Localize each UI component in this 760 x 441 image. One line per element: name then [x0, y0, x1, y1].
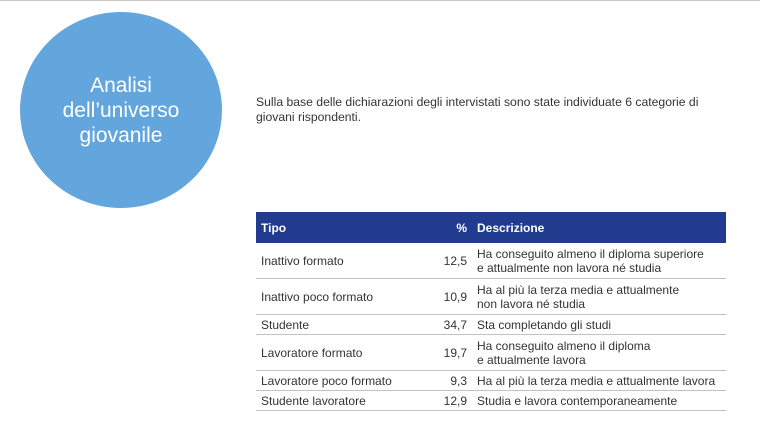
table-row	[256, 391, 726, 411]
cell-tipo: Studente lavoratore	[261, 393, 366, 408]
header-descrizione: Descrizione	[477, 220, 545, 235]
table-row	[256, 371, 726, 391]
desc-line: non lavora né studia	[477, 296, 586, 311]
desc-line: Ha al più la terza media e attualmente	[477, 282, 680, 297]
desc-line: Studia e lavora contemporaneamente	[477, 393, 678, 408]
cell-percent: 12,5	[443, 253, 467, 268]
intro-text: Sulla base delle dichiarazioni degli intervistati sono state individuate 6 categorie di giovani rispondenti.	[256, 95, 699, 124]
desc-line: Ha conseguito almeno il diploma	[477, 338, 651, 353]
table-row	[256, 279, 726, 315]
cell-percent: 19,7	[443, 345, 467, 360]
cell-tipo: Studente	[261, 317, 310, 332]
table-row	[256, 243, 726, 279]
table-row	[256, 315, 726, 335]
categories-table	[256, 212, 726, 411]
cell-tipo: Inattivo poco formato	[261, 289, 374, 304]
desc-line: e attualmente non lavora né studia	[477, 260, 662, 275]
cell-tipo: Lavoratore poco formato	[261, 373, 392, 388]
title-circle	[20, 12, 222, 208]
desc-line: Sta completando gli studi	[477, 317, 612, 332]
cell-descrizione	[467, 339, 726, 367]
top-divider	[0, 0, 760, 1]
desc-line: e attualmente lavora	[477, 352, 586, 367]
cell-descrizione	[467, 283, 726, 311]
cell-descrizione	[467, 394, 726, 408]
desc-line: Ha conseguito almeno il diploma superiore	[477, 246, 704, 261]
cell-descrizione	[467, 247, 726, 275]
cell-tipo: Lavoratore formato	[261, 345, 363, 360]
page-title: Analisi dell’universo giovanile	[62, 73, 180, 147]
cell-percent: 12,9	[443, 393, 467, 408]
table-header	[256, 212, 726, 243]
cell-percent: 10,9	[443, 289, 467, 304]
desc-line: Ha al più la terza media e attualmente lavora	[477, 373, 716, 388]
cell-descrizione	[467, 374, 726, 388]
header-percent: %	[456, 220, 467, 235]
cell-percent: 9,3	[450, 373, 467, 388]
header-tipo: Tipo	[261, 220, 287, 235]
cell-descrizione	[467, 318, 726, 332]
cell-percent: 34,7	[443, 317, 467, 332]
cell-tipo: Inattivo formato	[261, 253, 344, 268]
table-row	[256, 335, 726, 371]
